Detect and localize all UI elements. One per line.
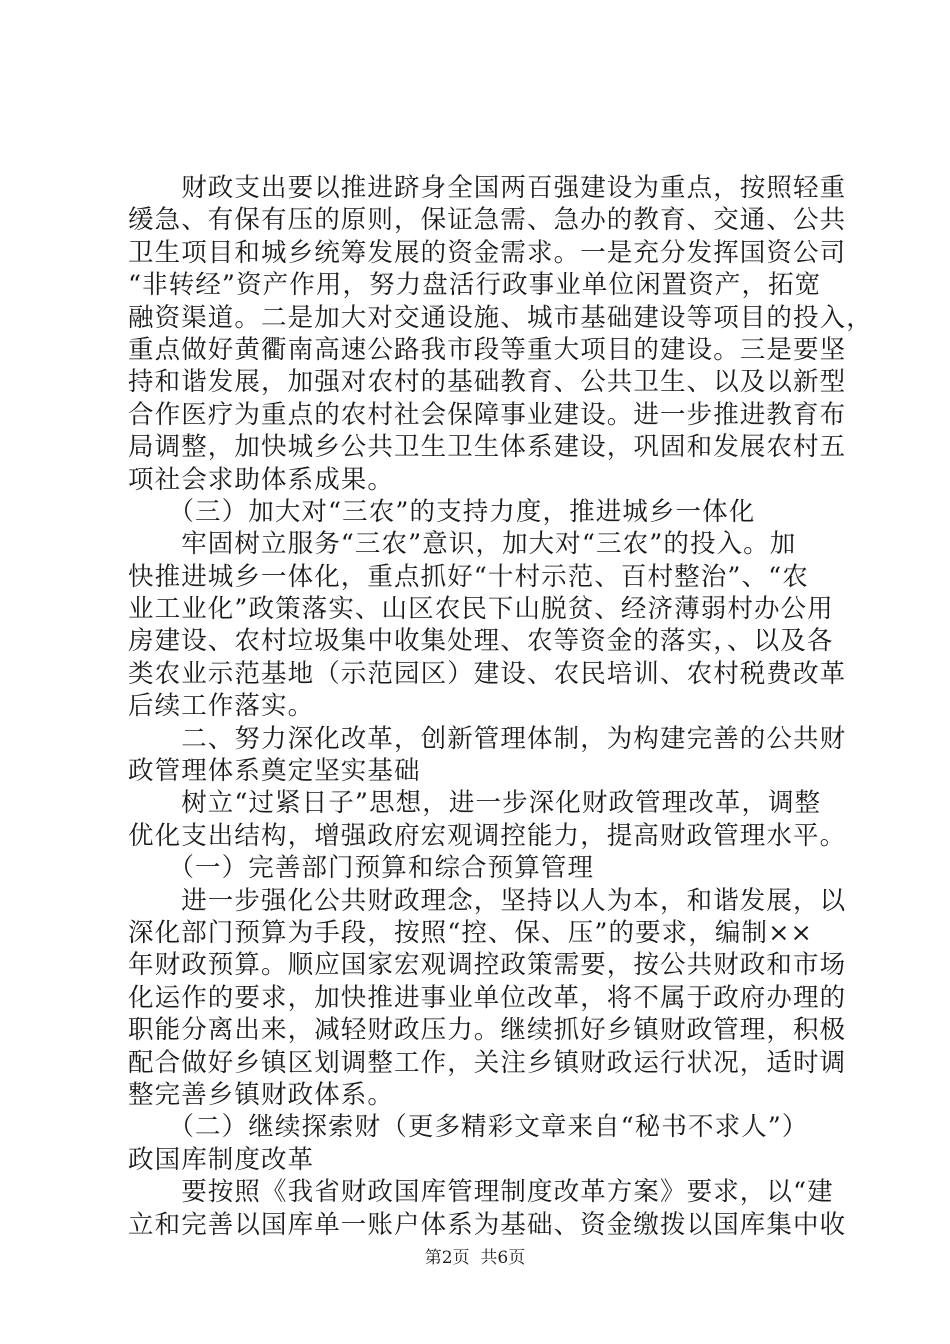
text-line: 牢固树立服务“三农”意识，加大对“三农”的投入。加: [128, 529, 797, 560]
text-line: 政国库制度改革: [128, 1144, 315, 1175]
text-line: （二）继续探索财（更多精彩文章来自“秘书不求人”）: [128, 1112, 809, 1143]
text-line: 融资渠道。二是加大对交通设施、城市基础建设等项目的投入，: [128, 302, 873, 333]
page-footer: 第2页 共6页: [424, 1248, 526, 1268]
text-line: 业工业化”政策落实、山区农民下山脱贫、经济薄弱村办公用: [128, 594, 834, 625]
text-line: 缓急、有保有压的原则，保证急需、急办的教育、交通、公共: [128, 205, 847, 236]
text-line: 快推进城乡一体化，重点抓好“十村示范、百村整治”、“农: [128, 561, 809, 592]
text-line: 重点做好黄衢南高速公路我市段等重大项目的建设。三是要坚: [128, 334, 847, 365]
text-line: 优化支出结构，增强政府宏观调控能力，提高财政管理水平。: [128, 820, 847, 851]
body-text: [128, 172, 873, 1241]
text-line: 合作医疗为重点的农村社会保障事业建设。进一步推进教育布: [128, 399, 847, 430]
text-line: 职能分离出来，减轻财政压力。继续抓好乡镇财政管理，积极: [128, 1015, 847, 1046]
text-line: 项社会求助体系成果。: [128, 464, 395, 495]
text-line: 局调整，加快城乡公共卫生卫生体系建设，巩固和发展农村五: [128, 432, 847, 463]
text-line: 要按照《我省财政国库管理制度改革方案》要求，以“建: [128, 1177, 834, 1208]
text-line: 卫生项目和城乡统筹发展的资金需求。一是充分发挥国资公司: [128, 237, 847, 268]
text-line: “非转经”资产作用，努力盘活行政事业单位闲置资产，拓宽: [128, 270, 822, 301]
text-line: 政管理体系奠定坚实基础: [128, 756, 421, 787]
text-line: 类农业示范基地（示范园区）建设、农民培训、农村税费改革: [128, 658, 847, 689]
text-line: 年财政预算。顺应国家宏观调控政策需要，按公共财政和市场: [128, 950, 847, 981]
text-line: 树立“过紧日子”思想，进一步深化财政管理改革，调整: [128, 788, 822, 819]
text-line: 整完善乡镇财政体系。: [128, 1079, 395, 1110]
text-line: 二、努力深化改革，创新管理体制，为构建完善的公共财: [128, 723, 847, 754]
text-line: 房建设、农村垃圾集中收集处理、农等资金的落实，、以及各: [128, 626, 834, 657]
text-line: 化运作的要求，加快推进事业单位改革，将不属于政府办理的: [128, 982, 847, 1013]
text-line: （一）完善部门预算和综合预算管理: [128, 853, 595, 884]
text-line: 后续工作落实。: [128, 691, 315, 722]
text-line: 立和完善以国库单一账户体系为基础、资金缴拨以国库集中收: [128, 1209, 847, 1240]
text-line: 财政支出要以推进跻身全国两百强建设为重点，按照轻重: [128, 173, 847, 203]
text-line: 持和谐发展，加强对农村的基础教育、公共卫生、以及以新型: [128, 367, 847, 398]
text-line: 配合做好乡镇区划调整工作，关注乡镇财政运行状况，适时调: [128, 1047, 847, 1078]
text-line: 进一步强化公共财政理念，坚持以人为本，和谐发展，以: [128, 885, 847, 916]
text-line: 深化部门预算为手段，按照“控、保、压”的要求，编制××: [128, 917, 814, 948]
text-line: （三）加大对“三农”的支持力度，推进城乡一体化: [128, 496, 756, 527]
